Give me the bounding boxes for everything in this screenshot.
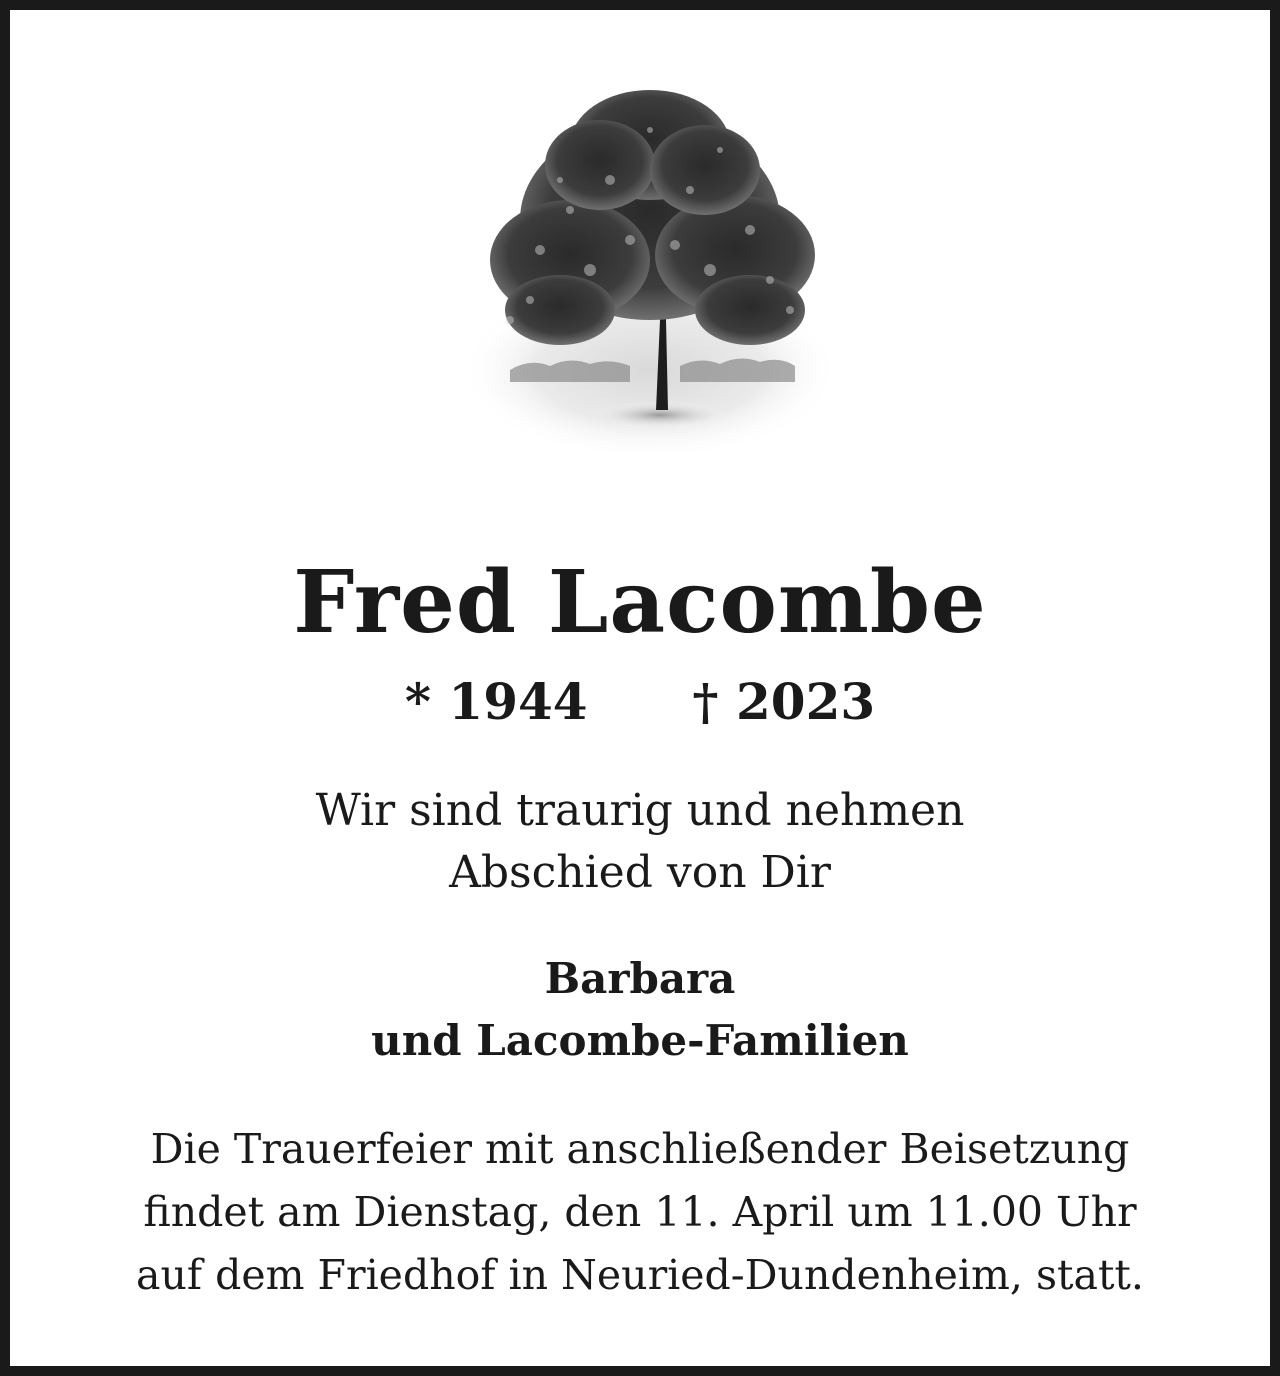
mourner-line: und Lacombe-Familien: [371, 1016, 909, 1065]
mourners: [10, 948, 1270, 1072]
death-symbol: †: [692, 672, 719, 731]
birth-symbol: *: [404, 672, 431, 731]
death-year: 2023: [736, 672, 876, 731]
service-line: findet am Dienstag, den 11. April um 11.00 Uhr: [143, 1188, 1137, 1236]
birth-year: 1944: [448, 672, 588, 731]
life-dates: [10, 670, 1270, 734]
service-details: [10, 1118, 1270, 1307]
tree-icon: [450, 70, 850, 470]
mourner-line: Barbara: [544, 954, 736, 1003]
message-line: Wir sind traurig und nehmen: [315, 785, 965, 836]
deceased-name: Fred Lacombe: [293, 552, 987, 653]
farewell-message: [10, 780, 1270, 904]
service-line: auf dem Friedhof in Neuried-Dundenheim, statt.: [136, 1251, 1144, 1299]
message-line: Abschied von Dir: [449, 847, 831, 898]
service-line: Die Trauerfeier mit anschließender Beisetzung: [150, 1125, 1130, 1173]
